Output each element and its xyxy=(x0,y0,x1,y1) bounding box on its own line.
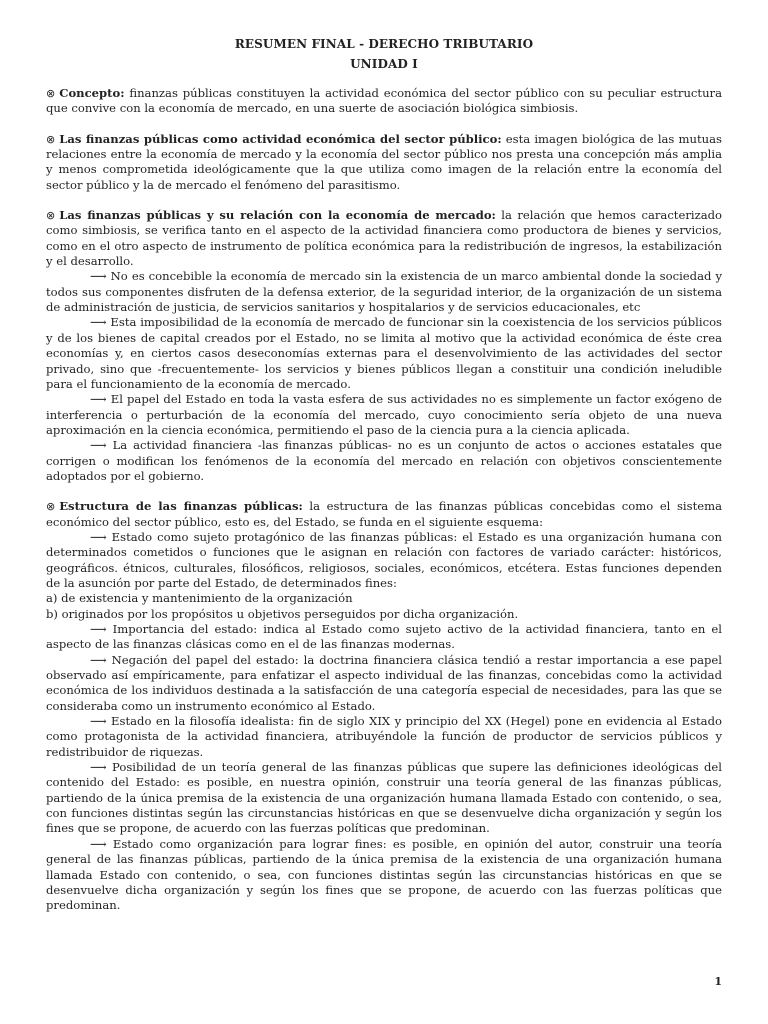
arrow-paragraph: ⟶ Esta imposibilidad de la economía de mercado de funcionar sin la coexistencia de los servicios públicos y de los bienes de capital creados por el Estado, no se limita al motivo que la actividad económica de éste crea economías y, en ciertos casos deseconomías externas para el desenvolvimiento de las actividades del sector privado, sino que -frecuentemente- los servicios y bienes públicos llegan a constituir una condición ineludible para el funcionamiento de la economía de mercado. xyxy=(46,315,722,391)
section-text: esta imagen biológica de las mutuas relaciones entre la economía de mercado y la economía del sector público nos presta una concepción más amplia y menos comprometida ideológicamente que la que utiliza como imagen de la relación entre la economía del sector público y la de mercado el fenómeno del parasitismo. xyxy=(46,131,722,192)
bullet-icon: ⊗ xyxy=(46,209,56,223)
arrow-paragraph: ⟶ Estado como sujeto protagónico de las finanzas públicas: el Estado es una organización humana con determinados cometidos o funciones que le asignan en relación con factores de variado carácter: históricos, geográficos. étnicos, culturales, filosóficos, religiosos, sociales, económicos, etcétera. Estas funciones dependen de la asunción por parte del Estado, de determinados fines: xyxy=(46,529,722,590)
arrow-paragraph: ⟶ El papel del Estado en toda la vasta esfera de sus actividades no es simplemente un factor exógeno de interferencia o perturbación de la economía del mercado, cuyo conocimiento sería objeto de una nueva aproximación en la ciencia económica, permitiendo el paso de la ciencia pura a la ciencia aplicada. xyxy=(46,392,722,437)
document-page xyxy=(46,36,722,914)
section-actividad xyxy=(46,132,722,193)
arrow-paragraph: ⟶ Posibilidad de un teoría general de las finanzas públicas que supere las definiciones ideológicas del contenido del Estado: es posible, en nuestra opinión, construir una teoría general de las finanzas públicas, partiendo de la única premisa de la existencia de una organización humana llamada Estado con contenido, o sea, con funciones distintas según las circunstancias históricas en que se desenvuelve dicha organización y según los fines que se propone, de acuerdo con las fuerzas políticas que predominan. xyxy=(46,760,722,836)
arrow-paragraph: ⟶ No es concebible la economía de mercado sin la existencia de un marco ambiental donde la sociedad y todos sus componentes disfruten de la defensa exterior, de la seguridad interior, de la organización de un sistema de administración de justicia, de servicios sanitarios y hospitalarios y de servicios educacionales, etc xyxy=(46,269,722,315)
section-lead: Las finanzas públicas como actividad económica del sector público: xyxy=(59,131,502,146)
section-text: la estructura de las finanzas públicas concebidas como el sistema económico del sector público, esto es, del Estado, se funda en el siguiente esquema: xyxy=(46,499,722,529)
list-item-a: a) de existencia y mantenimiento de la organización xyxy=(46,591,353,606)
arrow-paragraph: ⟶ Estado en la filosofía idealista: fin de siglo XIX y principio del XX (Hegel) pone en evidencia al Estado como protagonista de la actividad financiera, atribuyéndole la función de productor de servicios públicos y redistribuidor de riquezas. xyxy=(46,714,722,759)
unit-heading: UNIDAD I xyxy=(350,57,418,71)
list-item-b: b) originados por los propósitos u objetivos perseguidos por dicha organización. xyxy=(46,606,519,621)
section-relacion xyxy=(46,208,722,269)
bullet-icon: ⊗ xyxy=(46,500,56,514)
document-title: RESUMEN FINAL - DERECHO TRIBUTARIO xyxy=(234,37,534,51)
section-lead: Las finanzas públicas y su relación con la economía de mercado: xyxy=(59,208,496,223)
section-text: la relación que hemos caracterizado como simbiosis, se verifica tanto en el aspecto de la actividad financiera como productora de bienes y servicios, como en el otro aspecto de instrumento de política económica para la redistribución de ingresos, la estabilización y el desarrollo. xyxy=(46,208,723,269)
arrow-paragraph: ⟶ La actividad financiera -las finanzas públicas- no es un conjunto de actos o acciones estatales que corrigen o modifican los fenómenos de la economía del mercado en relación con objetivos conscientemente adoptados por el gobierno. xyxy=(46,438,722,483)
section-estructura xyxy=(46,499,722,530)
section-lead: Concepto: xyxy=(59,86,125,100)
section-text: finanzas públicas constituyen la actividad económica del sector público con su peculiar estructura que convive con la economía de mercado, en una suerte de asociación biológica simbiosis. xyxy=(46,86,722,116)
page-number: 1 xyxy=(714,975,722,988)
section-concepto xyxy=(46,86,722,117)
bullet-icon: ⊗ xyxy=(46,87,56,100)
section-lead: Estructura de las finanzas públicas: xyxy=(59,499,303,514)
bullet-icon: ⊗ xyxy=(46,132,56,146)
arrow-paragraph: ⟶ Importancia del estado: indica al Estado como sujeto activo de la actividad financiera, tanto en el aspecto de las finanzas clásicas como en el de las finanzas modernas. xyxy=(46,622,722,652)
arrow-paragraph: ⟶ Negación del papel del estado: la doctrina financiera clásica tendió a restar importancia a ese papel observado así empíricamente, para enfatizar el aspecto individual de las finanzas, concebidas como la actividad económica de los individuos destinada a la satisfacción de una categoría especial de necesidades, para las que se consideraba como un instrumento económico al Estado. xyxy=(46,652,722,713)
arrow-paragraph: ⟶ Estado como organización para lograr fines: es posible, en opinión del autor, construir una teoría general de las finanzas públicas, partiendo de la única premisa de la existencia de una organización humana llamada Estado con contenido, o sea, con funciones distintas según las circunstancias históricas en que se desenvuelve dicha organización y según los fines que se propone, de acuerdo con las fuerzas políticas que predominan. xyxy=(46,836,722,913)
